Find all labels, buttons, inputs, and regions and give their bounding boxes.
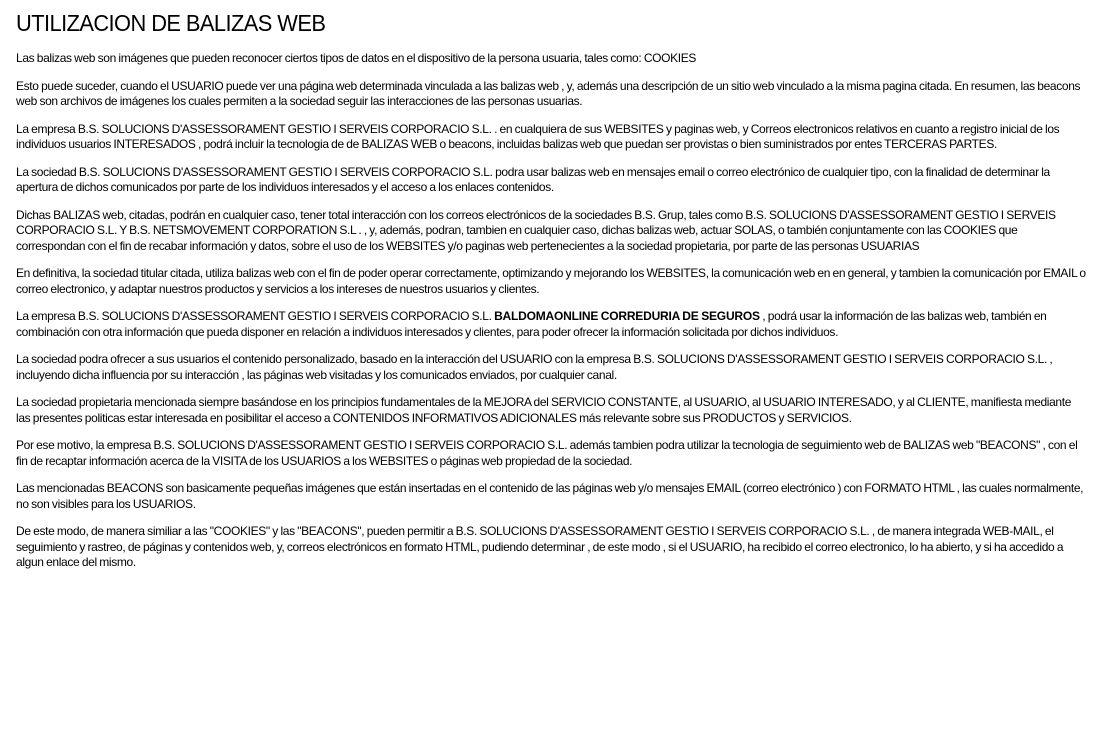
paragraph-12: De este modo, de manera similiar a las "COOKIES" y las "BEACONS", pueden permitir a B.S. SOLUCIONS D'ASSESSORAMENT GESTIO I SERVEIS CORPORACIO S.L. , de manera integrada WEB-MAIL, el seguimiento y rastreo, de páginas y contenidos web, y, correos electrónicos en formato HTML, pudiendo determinar , de este modo , si el USUARIO, ha recibido el correo electronico, lo ha abierto, y si ha accedido a algun enlace del mismo. (16, 524, 1064, 569)
paragraph-1: Las balizas web son imágenes que pueden reconocer ciertos tipos de datos en el dispositivo de la persona usuaria, tales como: COOKIES (16, 51, 697, 65)
paragraph-3: La empresa B.S. SOLUCIONS D'ASSESSORAMENT GESTIO I SERVEIS CORPORACIO S.L. . en cualquiera de sus WEBSITES y paginas web, y Correos electronicos relativos en cuanto a registro inicial de los individuos usuarios INTERESADOS , podrá incluir la tecnologia de de BALIZAS WEB o beacons, incluidas balizas web que puedan ser provistas o bien suministrados por entes TERCERAS PARTES. (16, 121, 1060, 151)
paragraph-7-rest: , podrá usar la información de las balizas web, también en combinación con otra información que pueda disponer en relación a individuos interesados y clientes, para poder ofrecer la información solicitada por dichos individuos. (16, 309, 1047, 339)
paragraph-5: Dichas BALIZAS web, citadas, podrán en cualquier caso, tener total interacción con los correos electrónicos de la sociedades B.S. Grup, tales como B.S. SOLUCIONS D'ASSESSORAMENT GESTIO I SERVEIS CORPORACIO S.L. Y B.S. NETSMOVEMENT CORPORATION S.L . , y, además, podran, tambien en cualquier caso, dichas balizas web, actuar SOLAS, o también conjuntamente con las COOKIES que correspondan con el fin de recabar información y datos, sobre el uso de los WEBSITES y/o paginas web pertenecientes a la sociedad propietaria, por parte de las personas USUARIAS (16, 207, 1056, 253)
paragraph-11: Las mencionadas BEACONS son basicamente pequeñas imágenes que están insertadas en el contenido de las páginas web y/o mensajes EMAIL (correo electrónico ) con FORMATO HTML , las cuales normalmente, no son visibles para los USUARIOS. (16, 481, 1084, 511)
paragraph-7 (16, 309, 1086, 340)
paragraph-10: Por ese motivo, la empresa B.S. SOLUCIONS D'ASSESSORAMENT GESTIO I SERVEIS CORPORACIO S.L. además tambien podra utilizar la tecnologia de seguimiento web de BALIZAS web "BEACONS" , con el fin de recaptar información acerca de la VISITA de los USUARIOS a los WEBSITES o páginas web propiedad de la sociedad. (16, 438, 1078, 468)
paragraph-9: La sociedad propietaria mencionada siempre basándose en los principios fundamentales de la MEJORA del SERVICIO CONSTANTE, al USUARIO, al USUARIO INTERESADO, y al CLIENTE, manifiesta mediante las presentes politicas estar interesada en posibilitar el acceso a CONTENIDOS INFORMATIVOS ADICIONALES más relevante sobre sus PRODUCTOS y SERVICIOS. (16, 395, 1072, 425)
paragraph-2: Esto puede suceder, cuando el USUARIO puede ver una página web determinada vinculada a las balizas web , y, además una descripción de un sitio web vinculado a la misma pagina citada. En resumen, las beacons web son archivos de imágenes los cuales permiten a la sociedad seguir las interacciones de las personas usuarias. (16, 78, 1081, 108)
company-name-bold: BALDOMAONLINE CORREDURIA DE SEGUROS (494, 309, 760, 323)
paragraph-6: En definitiva, la sociedad titular citada, utiliza balizas web con el fin de poder operar correctamente, optimizando y mejorando los WEBSITES, la comunicación web en en general, y tambien la comunicación por EMAIL o correo electronico, y adaptar nuestros productos y servicios a los intereses de nuestros usuarios y clientes. (16, 266, 1086, 296)
paragraph-8: La sociedad podra ofrecer a sus usuarios el contenido personalizado, basado en la interacción del USUARIO con la empresa B.S. SOLUCIONS D'ASSESSORAMENT GESTIO I SERVEIS CORPORACIO S.L. , incluyendo dicha influencia por su interacción , las páginas web visitadas y los comunicados enviados, por cualquier canal. (16, 352, 1053, 382)
page-title: UTILIZACION DE BALIZAS WEB (16, 10, 326, 36)
paragraph-7-intro: La empresa B.S. SOLUCIONS D'ASSESSORAMENT GESTIO I SERVEIS CORPORACIO S.L. (16, 309, 495, 323)
document-page (16, 8, 1086, 583)
paragraph-4: La sociedad B.S. SOLUCIONS D'ASSESSORAMENT GESTIO I SERVEIS CORPORACIO S.L. podra usar balizas web en mensajes email o correo electrónico de cualquier tipo, con la finalidad de determinar la apertura de dichos comunicados por parte de los individuos interesados y el acceso a los enlaces contenidos. (16, 164, 1050, 194)
